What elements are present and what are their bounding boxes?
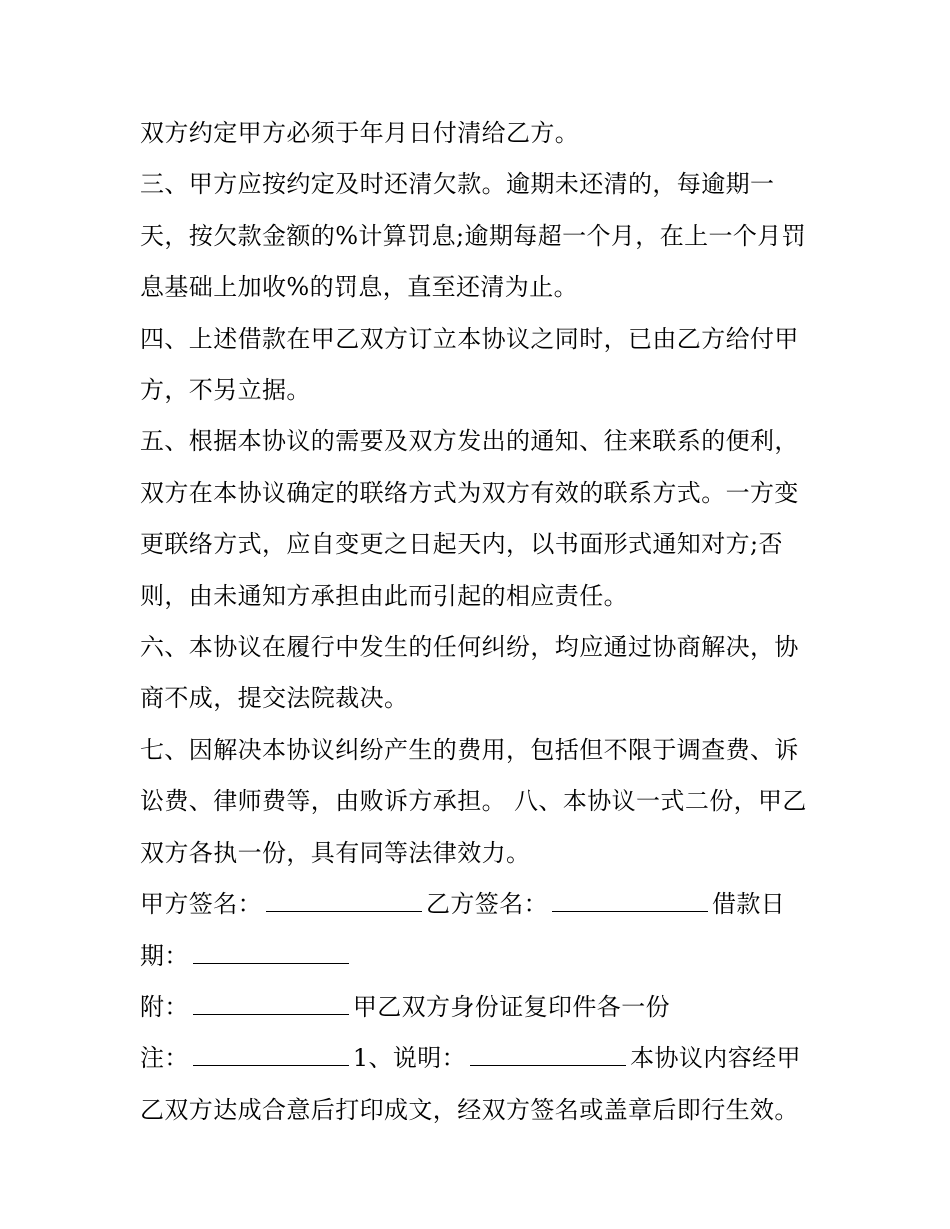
note-item-label: 1、说明： — [352, 1044, 467, 1073]
loan-date-label: 借款日期： — [140, 890, 786, 970]
note-blank — [193, 1043, 349, 1066]
attachment-text: 甲乙双方身份证复印件各一份 — [352, 992, 671, 1021]
note-text: 本协议内容经甲乙双方达成合意后打印成文，经双方签名或盖章后即行生效。 — [140, 1044, 801, 1124]
loan-date-blank — [193, 941, 349, 964]
paragraph-clause-6: 六、本协议在履行中发生的任何纠纷，均应通过协商解决，协商不成，提交法院裁决。 — [140, 633, 799, 713]
paragraph-clause-5: 五、根据本协议的需要及双方发出的通知、往来联系的便利，双方在本协议确定的联络方式为双方有效的联系方式。一方变更联络方式，应自变更之日起天内，以书面形式通知对方;否则，由未通知方承担由此而引起的相应责任。 — [140, 427, 799, 610]
note-label: 注： — [140, 1044, 189, 1073]
attachment-blank — [193, 992, 349, 1015]
document-body — [140, 108, 820, 1136]
attachment-line — [140, 982, 820, 1033]
note-item-blank — [470, 1043, 626, 1066]
attachment-label: 附： — [140, 992, 189, 1021]
note-line — [140, 1033, 820, 1136]
signature-line — [140, 879, 820, 982]
party-b-signature-label: 乙方签名： — [426, 890, 548, 919]
party-b-signature-blank — [552, 889, 708, 912]
paragraph-clause-3: 三、甲方应按约定及时还清欠款。逾期未还清的，每逾期一天，按欠款金额的%计算罚息;逾期每超一个月，在上一个月罚息基础上加收%的罚息，直至还清为止。 — [140, 170, 807, 302]
paragraph-clause-4: 四、上述借款在甲乙双方订立本协议之同时，已由乙方给付甲方，不另立据。 — [140, 324, 799, 405]
paragraph-payment-date: 双方约定甲方必须于年月日付清给乙方。 — [140, 119, 580, 147]
party-a-signature-blank — [266, 889, 422, 912]
paragraph-clause-7-8: 七、因解决本协议纠纷产生的费用，包括但不限于调查费、诉讼费、律师费等，由败诉方承担。 八、本协议一式二份，甲乙双方各执一份，具有同等法律效力。 — [140, 735, 807, 867]
party-a-signature-label: 甲方签名： — [140, 890, 262, 919]
